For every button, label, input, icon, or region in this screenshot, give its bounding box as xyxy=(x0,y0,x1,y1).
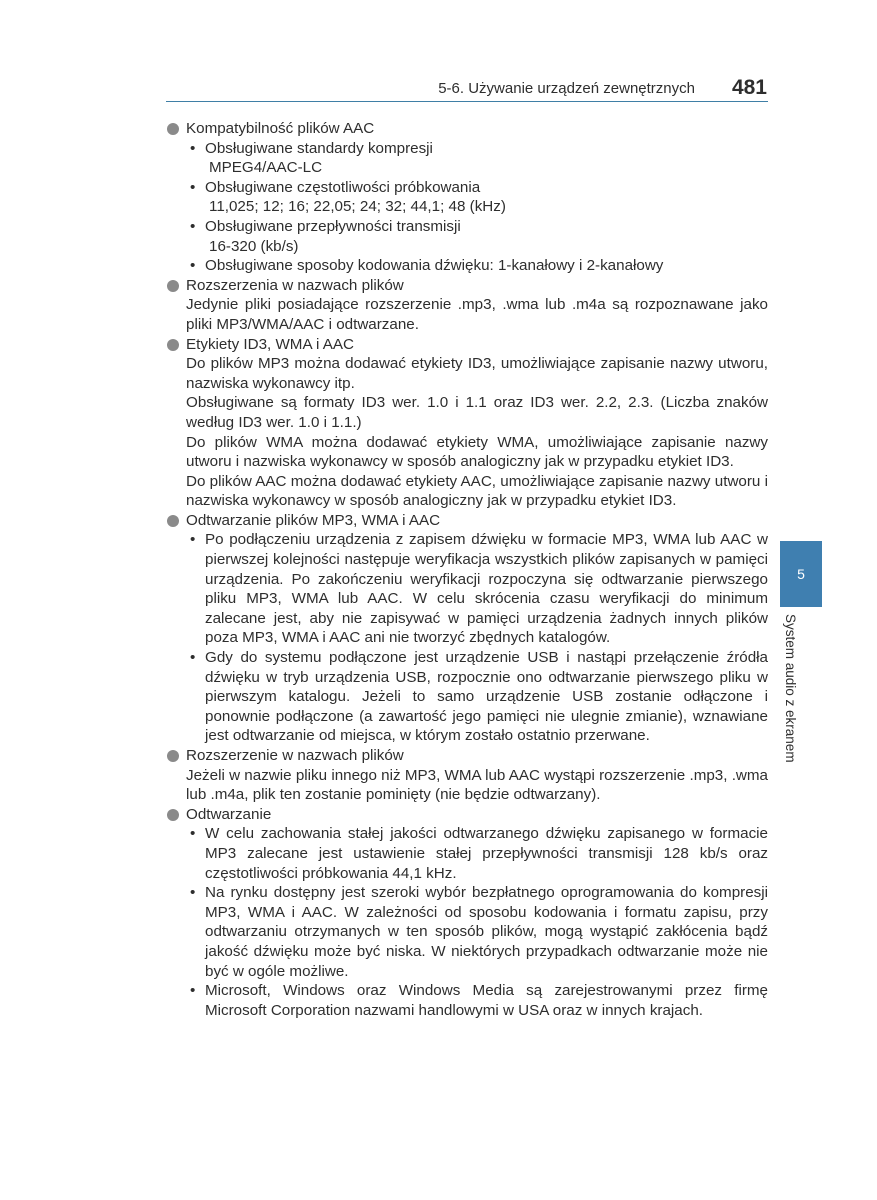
section-heading xyxy=(165,119,768,139)
list-item-continuation: MPEG4/AAC-LC xyxy=(209,159,323,177)
section-title: Odtwarzanie plików MP3, WMA i AAC xyxy=(186,511,441,529)
bullet-dot-icon xyxy=(167,339,179,351)
bullet-dot-icon xyxy=(167,123,179,135)
bullet-dot-icon xyxy=(167,280,179,292)
paragraph: Obsługiwane są formaty ID3 wer. 1.0 i 1.1 oraz ID3 wer. 2.2, 2.3. (Liczba znaków według ID3 wer. 1.0 i 1.1.) xyxy=(186,394,768,431)
list-item: • Obsługiwane częstotliwości próbkowania xyxy=(190,178,481,196)
section-title: Etykiety ID3, WMA i AAC xyxy=(186,335,354,353)
paragraph: Do plików WMA można dodawać etykiety WMA, umożliwiające zapisanie nazwy utworu i nazwiska wykonawcy w sposób analogiczny jak w przypadku etykiet ID3. xyxy=(186,433,768,471)
chapter-number: 5 xyxy=(797,566,805,582)
header-title: 5-6. Używanie urządzeń zewnętrznych xyxy=(438,80,695,97)
list-item: • Microsoft, Windows oraz Windows Media są zarejestrowanymi przez firmę Microsoft Corporation nazwami handlowymi w USA oraz w innych krajach. xyxy=(190,982,768,1019)
list-item: • W celu zachowania stałej jakości odtwarzanego dźwięku zapisanego w formacie MP3 zalecane jest ustawienie stałej przepływności transmisji 128 kb/s oraz częstotliwości próbkowania 44,1 kHz. xyxy=(190,825,768,882)
list-item: • Obsługiwane sposoby kodowania dźwięku: 1-kanałowy i 2-kanałowy xyxy=(190,257,664,275)
section-heading xyxy=(165,511,768,531)
list-item-continuation: 16-320 (kb/s) xyxy=(209,237,299,255)
section-title: Kompatybilność plików AAC xyxy=(186,120,375,137)
list-item: • Gdy do systemu podłączone jest urządzenie USB i nastąpi przełączenie źródła dźwięku w tryb urządzenia USB, rozpocznie ono odtwarzanie pierwszego pliku w pierwszym katalogu. Jeżeli to samo urządzenie USB zostanie odłączone i ponownie podłączone (a zawartość jego pamięci nie ulegnie zmianie), wznawiane jest odtwarzanie od miejsca, w którym zostało ostatnio przerwane. xyxy=(190,649,768,745)
section-heading xyxy=(165,805,768,825)
bullet-dot-icon xyxy=(167,750,179,762)
section-heading xyxy=(165,335,768,355)
bullet-dot-icon xyxy=(167,515,179,527)
list-item: • Po podłączeniu urządzenia z zapisem dźwięku w formacie MP3, WMA lub AAC w pierwszej kolejności następuje weryfikacja wszystkich plików zapisanych w pamięci urządzenia. Po zakończeniu weryfikacji rozpoczyna się odtwarzanie pierwszego pliku MP3, WMA lub AAC. W celu skrócenia czasu weryfikacji do minimum zalecane jest, aby nie zapisywać w pamięci urządzenia żadnych innych plików poza MP3, WMA i AAC ani nie tworzyć zbędnych katalogów. xyxy=(190,531,768,647)
section-title: Rozszerzenia w nazwach plików xyxy=(186,276,404,294)
paragraph: Jeżeli w nazwie pliku innego niż MP3, WMA lub AAC wystąpi rozszerzenie .mp3, .wma lub .m4a, plik ten zostanie pominięty (nie będzie odtwarzany). xyxy=(186,766,768,804)
page-number: 481 xyxy=(731,76,767,99)
paragraph: Do plików AAC można dodawać etykiety AAC, umożliwiające zapisanie nazwy utworu i nazwiska wykonawcy w sposób analogiczny jak w przypadku etykiet ID3. xyxy=(186,472,768,510)
list-item: • Na rynku dostępny jest szeroki wybór bezpłatnego oprogramowania do kompresji MP3, WMA i AAC. W zależności od sposobu kodowania i formatu zapisu, przy odtwarzaniu otrzymanych w ten sposób plików, mogą wystąpić zakłócenia bądź jakość dźwięku może być niska. W niektórych przypadkach odtwarzanie może nie być w ogóle możliwe. xyxy=(190,884,768,980)
section-title: Rozszerzenie w nazwach plików xyxy=(186,747,404,764)
section-heading xyxy=(165,746,768,766)
paragraph: Do plików MP3 można dodawać etykiety ID3, umożliwiające zapisanie nazwy utworu, nazwiska wykonawcy itp. xyxy=(186,355,768,392)
section-title: Odtwarzanie xyxy=(186,805,272,823)
chapter-tab xyxy=(780,541,822,607)
list-item-continuation: 11,025; 12; 16; 22,05; 24; 32; 44,1; 48 (kHz) xyxy=(209,198,506,216)
header-rule xyxy=(166,101,768,102)
list-item: • Obsługiwane standardy kompresji xyxy=(190,139,433,157)
bullet-dot-icon xyxy=(167,809,179,821)
section-heading xyxy=(165,276,768,296)
list-item: • Obsługiwane przepływności transmisji xyxy=(190,217,461,235)
chapter-label: System audio z ekranem xyxy=(783,614,798,763)
page-content xyxy=(165,119,768,1020)
paragraph: Jedynie pliki posiadające rozszerzenie .mp3, .wma lub .m4a są rozpoznawane jako pliki MP3/WMA/AAC i odtwarzane. xyxy=(186,296,768,333)
